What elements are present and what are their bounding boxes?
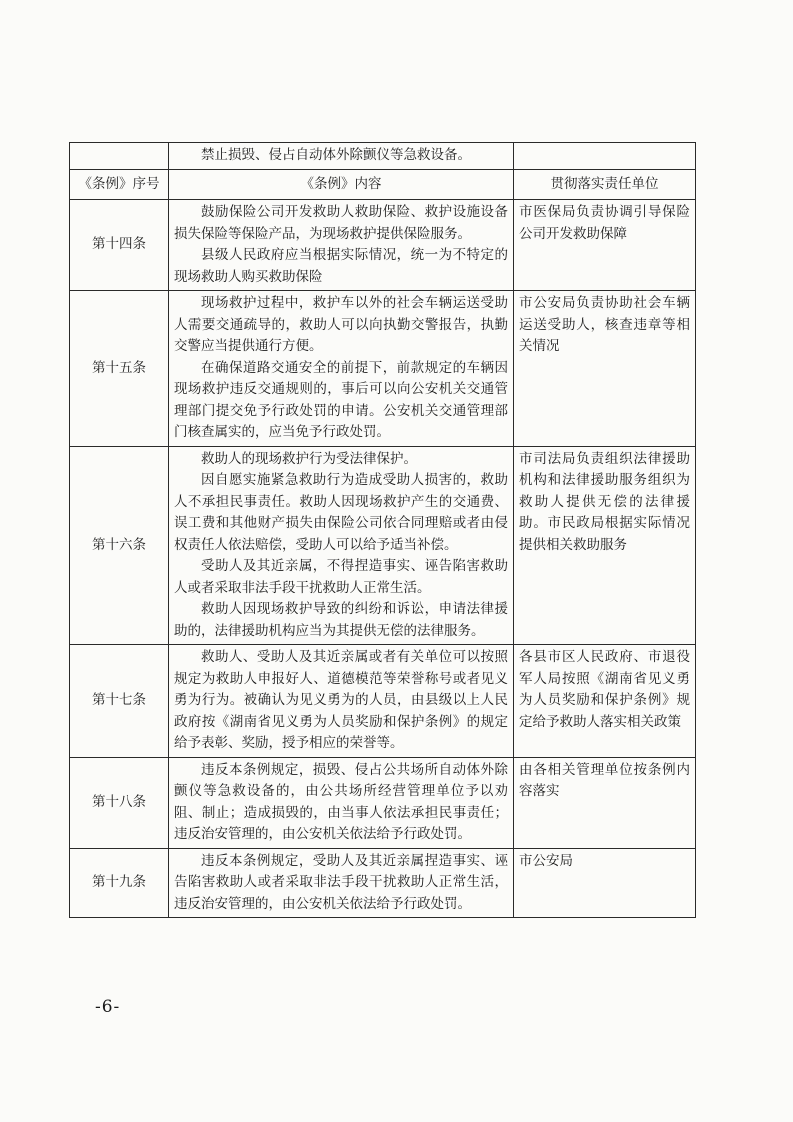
article-content xyxy=(169,291,514,447)
responsible-unit-text: 市公安局负责协助社会车辆运送受助人，核查违章等相关情况 xyxy=(519,295,690,354)
article-number: 第十九条 xyxy=(70,848,169,918)
responsible-unit-text: 市医保局负责协调引导保险公司开发救助保障 xyxy=(519,204,690,242)
header-unit: 贯彻落实责任单位 xyxy=(514,170,696,200)
article-paragraph: 救助人、受助人及其近亲属或者有关单位可以按照规定为救助人申报好人、道德模范等荣誉称号或者见义勇为行为。被确认为见义勇为的人员，由县级以上人民政府按《湖南省见义勇为人员奖励和保护条例》的规定给予表彰、奖励，授予相应的荣誉等。 xyxy=(174,649,508,751)
provisions-table xyxy=(69,142,696,918)
continuation-content-cell xyxy=(169,143,514,170)
article-row xyxy=(70,291,696,447)
responsible-unit xyxy=(514,291,696,447)
article-row xyxy=(70,848,696,918)
article-content xyxy=(169,200,514,291)
article-row xyxy=(70,645,696,758)
header-num: 《条例》序号 xyxy=(70,170,169,200)
article-number: 第十七条 xyxy=(70,645,169,758)
continuation-content: 禁止损毁、侵占自动体外除颤仪等急救设备。 xyxy=(201,147,471,164)
article-row xyxy=(70,757,696,848)
article-paragraph: 受助人及其近亲属，不得捏造事实、诬告陷害救助人或者采取非法手段干扰救助人正常生活。 xyxy=(174,558,508,596)
responsible-unit-text: 市司法局负责组织法律援助机构和法律援助服务组织为救助人提供无偿的法律援助。市民政局根据实际情况提供相关救助服务 xyxy=(519,450,690,553)
provisions-table-body xyxy=(70,143,696,918)
article-paragraph: 鼓励保险公司开发救助人救助保险、救护设施设备损失保险等保险产品，为现场救护提供保险服务。 xyxy=(174,204,508,242)
responsible-unit-text: 市公安局 xyxy=(519,852,573,869)
header-row xyxy=(70,170,696,200)
responsible-unit xyxy=(514,200,696,291)
responsible-unit xyxy=(514,848,696,918)
article-number: 第十六条 xyxy=(70,446,169,645)
article-number: 第十五条 xyxy=(70,291,169,447)
article-number: 第十四条 xyxy=(70,200,169,291)
page-number: -6- xyxy=(95,997,121,1017)
article-paragraph: 违反本条例规定，损毁、侵占公共场所自动体外除颤仪等急救设备的，由公共场所经营管理单位予以劝阻、制止；造成损毁的，由当事人依法承担民事责任；违反治安管理的，由公安机关依法给予行政处罚。 xyxy=(174,761,508,842)
responsible-unit xyxy=(514,446,696,645)
responsible-unit-text: 由各相关管理单位按条例内容落实 xyxy=(519,761,690,799)
continuation-row xyxy=(70,143,696,170)
article-content xyxy=(169,645,514,758)
header-content: 《条例》内容 xyxy=(169,170,514,200)
article-content xyxy=(169,848,514,918)
responsible-unit xyxy=(514,757,696,848)
article-content xyxy=(169,446,514,645)
article-paragraph: 违反本条例规定，受助人及其近亲属捏造事实、诬告陷害救助人或者采取非法手段干扰救助人正常生活，违反治安管理的，由公安机关依法给予行政处罚。 xyxy=(174,852,508,912)
article-content xyxy=(169,757,514,848)
article-row xyxy=(70,200,696,291)
article-paragraph: 救助人因现场救护导致的纠纷和诉讼，申请法律援助的，法律援助机构应当为其提供无偿的法律服务。 xyxy=(174,601,508,639)
continuation-num-cell xyxy=(70,143,169,170)
responsible-unit-text: 各县市区人民政府、市退役军人局按照《湖南省见义勇为人员奖励和保护条例》规定给予救助人落实相关政策 xyxy=(519,649,690,730)
responsible-unit xyxy=(514,645,696,758)
article-paragraph: 在确保道路交通安全的前提下，前款规定的车辆因现场救护违反交通规则的，事后可以向公安机关交通管理部门提交免予行政处罚的申请。公安机关交通管理部门核查属实的，应当免予行政处罚。 xyxy=(174,359,508,440)
article-paragraph: 现场救护过程中，救护车以外的社会车辆运送受助人需要交通疏导的，救助人可以向执勤交警报告，执勤交警应当提供通行方便。 xyxy=(174,295,508,354)
article-row xyxy=(70,446,696,645)
article-paragraph: 因自愿实施紧急救助行为造成受助人损害的，救助人不承担民事责任。救助人因现场救护产生的交通费、误工费和其他财产损失由保险公司依合同理赔或者由侵权责任人依法赔偿，受助人可以给予适当补偿。 xyxy=(174,472,508,553)
article-paragraph: 救助人的现场救护行为受法律保护。 xyxy=(201,450,417,467)
article-number: 第十八条 xyxy=(70,757,169,848)
continuation-unit-cell xyxy=(514,143,696,170)
article-paragraph: 县级人民政府应当根据实际情况，统一为不特定的现场救助人购买救助保险 xyxy=(174,247,508,285)
